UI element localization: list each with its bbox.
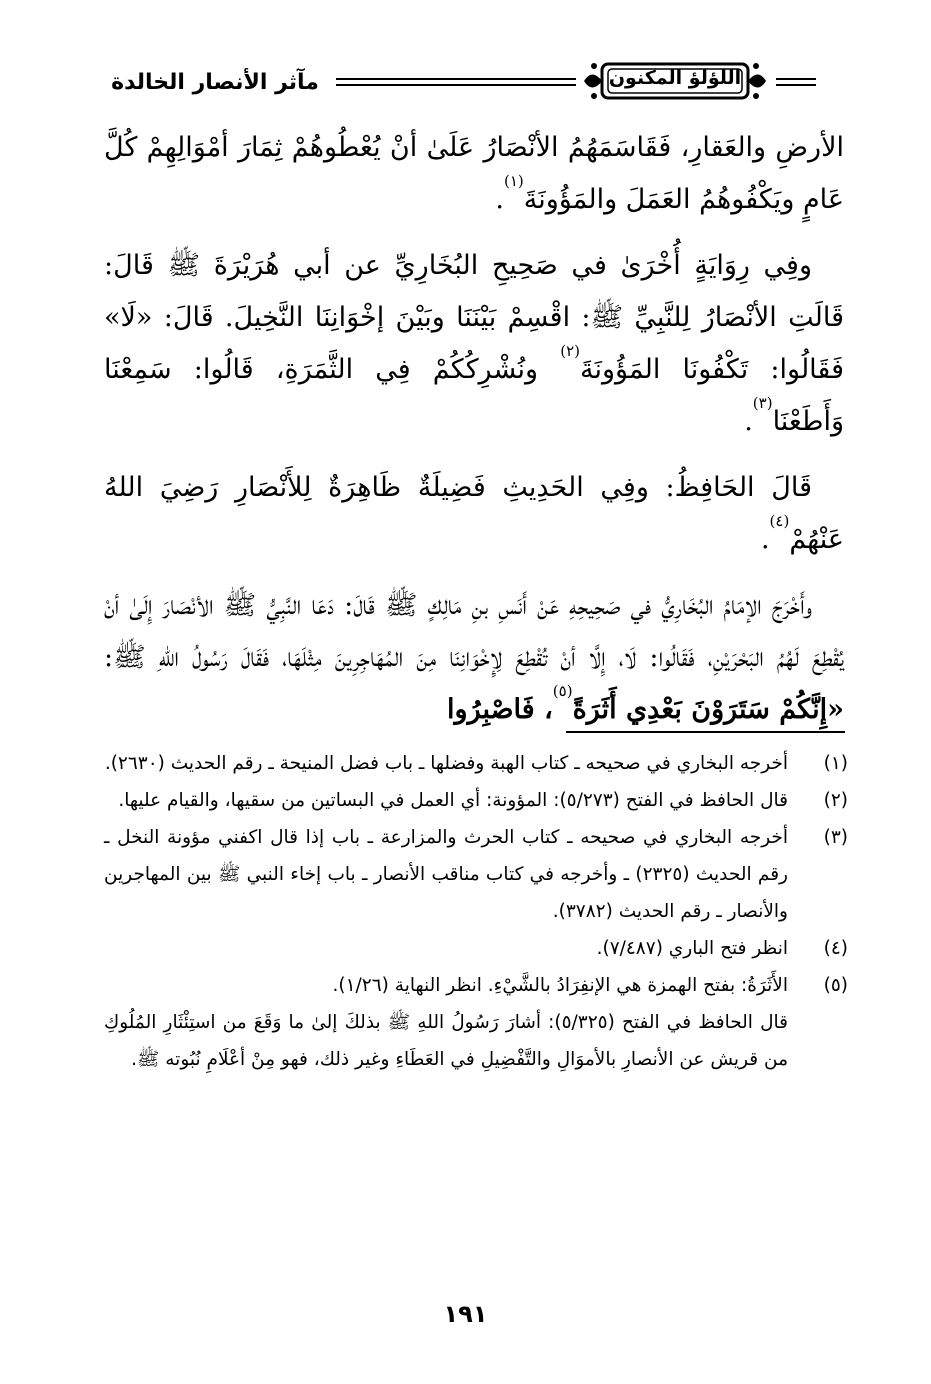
footnote-separator [566, 731, 845, 733]
footnote-continuation: قال الحافظ في الفتح (٥/٣٢٥): أشارَ رَسُولُ اللهِ ﷺ بذلكَ إلىٰ ما وَقَعَ من استِئْثَارِ المُلُوكِ من قريش عن الأنصارِ بالأموَالِ والتَّفْضِيلِ في العَطَاءِ وغير ذلك، فهو مِنْ أعْلَامِ نُبُوته ﷺ. [104, 1012, 788, 1070]
footnote-number: (٣) [823, 827, 848, 848]
paragraph: وفِي رِوَايَةٍ أُخْرَىٰ في صَحِيحِ البُخَارِيِّ عن أبي هُرَيْرَةَ ﷺ قَالَ: قَالَتِ الأنْصَارُ لِلنَّبِيِّ ﷺ: اقْسِمْ بَيْنَنَا وبَيْنَ إخْوَانِنَا النَّخِيلَ. قَالَ: «لَا» فَقَالُوا: تَكْفُونَا المَؤُونَةَ$^{(٢)}$ ونُشْرِكُكُمْ فِي الثَّمَرَةِ، قَالُوا: سَمِعْنَا وَأَطَعْنَا$^{(٣)}$. [104, 250, 844, 437]
page-header [100, 58, 840, 110]
header-rule [776, 84, 816, 86]
header-rule [336, 84, 576, 86]
footnote [104, 782, 848, 819]
book-title: اللؤلؤ المكنون [608, 67, 742, 89]
footnote [104, 819, 848, 930]
footnote-number: (٢) [823, 790, 848, 811]
footnote [104, 967, 848, 1004]
hadith-quote: «إِنَّكُمْ سَتَرَوْنَ بَعْدِي أَثَرَةً [572, 694, 844, 725]
paragraph: قَالَ الحَافِظُ: وفِي الحَدِيثِ فَضِيلَةٌ ظَاهِرَةٌ لِلأَنْصَارِ رَضِيَ اللهُ عَنْهُمْ$^{(٤)}$. [104, 472, 844, 555]
paragraph: الأرضِ والعَقارِ، فَقَاسَمَهُمُ الأنْصَارُ عَلَىٰ أنْ يُعْطُوهُمْ ثِمَارَ أمْوَالِهِمْ كُلَّ عَامٍ ويَكْفُوهُمُ العَمَلَ والمَؤُونَةَ$^{(١)}$. [104, 132, 844, 215]
footnote-number: (٥) [823, 975, 848, 996]
main-text [104, 122, 844, 750]
footnotes [104, 745, 848, 1078]
chapter-title: مآثر الأنصار الخالدة [111, 70, 319, 95]
footnote-text: قال الحافظ في الفتح (٥/٢٧٣): المؤونة: أي العمل في البساتين من سقيها، والقيام عليها. [118, 790, 788, 811]
footnote-text: انظر فتح الباري (٧/٤٨٧). [596, 938, 788, 959]
header-rule [776, 78, 816, 80]
header-rule [336, 78, 576, 80]
footnote-number: (٤) [823, 938, 848, 959]
footnote-marker: (٥) [552, 682, 573, 700]
footnote-marker: (٤) [769, 512, 790, 530]
footnote-number: (١) [823, 753, 848, 774]
footnote-marker: (١) [503, 172, 524, 190]
footnote [104, 745, 848, 782]
footnote [104, 930, 848, 967]
page-number: ١٩١ [443, 1300, 488, 1328]
footnote-text: أخرجه البخاري في صحيحه ـ كتاب الحرث والمزارعة ـ باب إذا قال اكفني مؤونة النخل ـ رقم الحديث (٢٣٢٥) ـ وأخرجه في كتاب مناقب الأنصار ـ باب إخاء النبي ﷺ بين المهاجرين والأنصار ـ رقم الحديث (٣٧٨٢). [104, 827, 788, 922]
paragraph: وأَخْرَجَ الإمَامُ البُخَارِيُّ في صَحِيحِهِ عَنْ أَنَسِ بنِ مَالِكٍ ﷺ قَالَ: دَعَا النَّبِيُّ ﷺ الأنْصَارَ إِلَىٰ أنْ يُقْطِعَ لَهُمُ البَحْرَيْنِ، فَقَالُوا: لَا، إِلَّا أنْ تُقْطِعَ لِإِخْوَانِنَا مِنَ المُهَاجِرِينَ مِثْلَهَا، فَقَالَ رَسُولُ اللهِ ﷺ: «إِنَّكُمْ سَتَرَوْنَ بَعْدِي أَثَرَةً$^{(٥)}$، فَاصْبِرُوا [104, 590, 844, 725]
footnote-text: الأَثَرَةُ: بفتح الهمزة هي الإنفِرَادُ بالشَّيْءِ. انظر النهاية (١/٢٦). [332, 975, 788, 996]
footnote-marker: (٢) [560, 342, 581, 360]
footnote-text: أخرجه البخاري في صحيحه ـ كتاب الهبة وفضلها ـ باب فضل المنيحة ـ رقم الحديث (٢٦٣٠). [104, 753, 788, 774]
footnote-marker: (٣) [752, 394, 773, 412]
